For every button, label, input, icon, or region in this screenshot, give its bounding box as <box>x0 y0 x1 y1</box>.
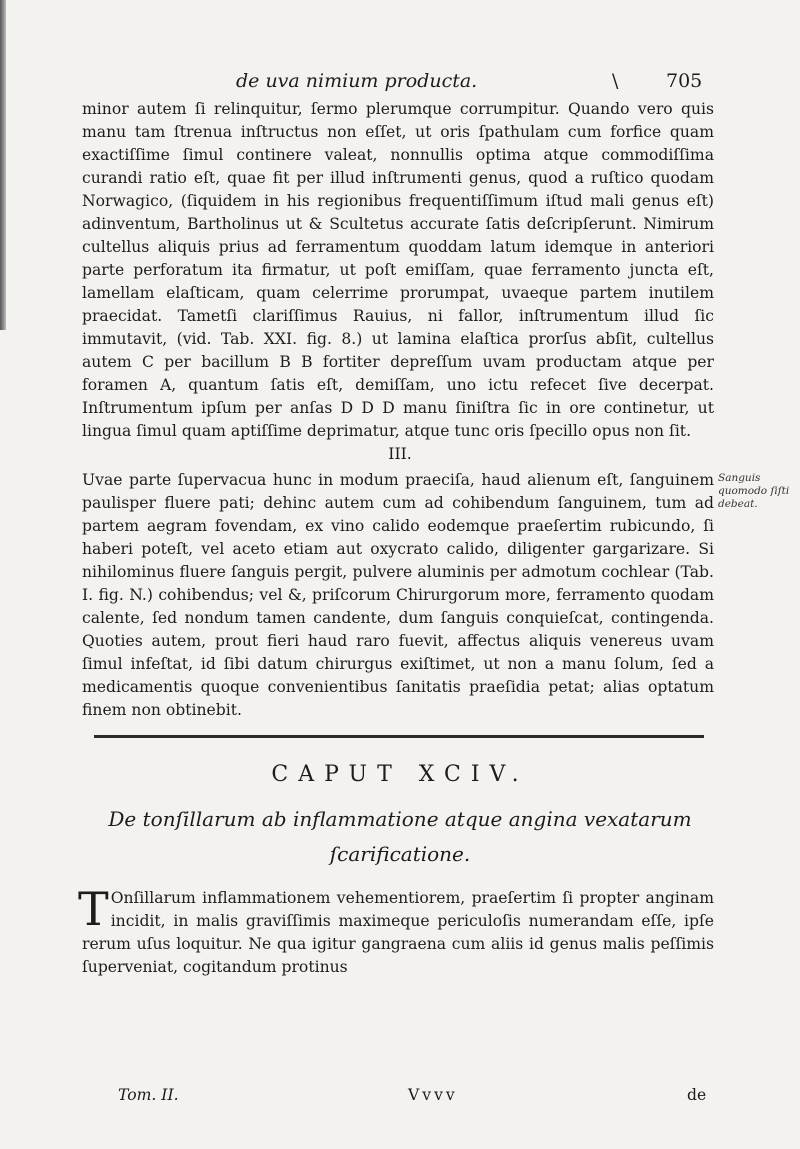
volume-label: Tom. II. <box>118 1086 179 1104</box>
section-number: III. <box>388 445 412 463</box>
page-footer <box>0 1086 800 1110</box>
paragraph-1: minor autem ſi relinquitur, ſermo plerumque corrumpitur. Quando vero quis manu tam ſtrenua inſtructus non eſſet, ut oris ſpathulam cum forfice quam exactiſſime ſimul continere valeat, nonnullis optima atque commodiſſima curandi ratio eſt, quae fit per illud inſtrumenti genus, quod a ruſtico quodam Norwagico, (ſiquidem in his regionibus frequentiſſimum iſtud mali genus eſt) adinventum, Bartholinus ut & Scultetus accurate ſatis deſcripſerunt. Nimirum cultellus aliquis prius ad ferramentum quoddam latum idemque in anteriori parte perforatum ita firmatur, ut poſt emiſſam, quae ferramento juncta eſt, lamellam elaſticam, quam celerrime prorumpat, uvaeque partem inutilem praecidat. Tametſi clariſſimus Rauius, ni fallor, inſtrumentum illud ſic immutavit, (vid. Tab. XXI. fig. 8.) ut lamina elaſtica prorſus abſit, cultellus autem C per bacillum B B fortiter depreſſum uvam productam atque per foramen A, quantum ſatis eſt, demiſſam, uno ictu refecet ſive decerpat. Inſtrumentum ipſum per anſas D D D manu ſiniſtra ſic in ore continetur, ut lingua ſimul quam aptiſſime deprimatur, atque tunc oris ſpecillo opus non ſit. <box>82 100 714 440</box>
drop-cap: T <box>78 882 109 936</box>
running-title: de uva nimium producta. <box>236 70 478 92</box>
running-head <box>0 70 800 96</box>
margin-note: Sanguis quomodo ſiſti debeat. <box>718 472 790 510</box>
paragraph-3 <box>78 882 714 979</box>
binding-edge <box>0 0 6 330</box>
page-number: 705 <box>666 70 703 92</box>
paragraph-3-text: Onſillarum inflammationem vehementiorem, praeſertim ſi propter anginam incidit, in malis graviſſimis maximeque periculoſis numerandam eſſe, ipſe rerum uſus loquitur. Ne qua igitur gangraena cum aliis id genus malis peſſimis ſuperveniat, cogitandum protinus <box>82 889 714 976</box>
catchword: de <box>687 1086 707 1104</box>
paragraph-2: Uvae parte ſupervacua hunc in modum praeciſa, haud alienum eſt, ſanguinem paulisper fluere pati; dehinc autem cum ad cohibendum ſanguinem, tum ad partem aegram fovendam, ex vino calido eodemque praeſertim rubicundo, ſi haberi poteſt, vel aceto etiam aut oxycrato calido, diligenter gargarizare. Si nihilominus fluere ſanguis pergit, pulvere aluminis per admotum cochlear (Tab. I. fig. N.) cohibendus; vel &, priſcorum Chirurgorum more, ferramento quodam calente, ſed nondum tamen candente, dum ſanguis conquieſcat, contingenda. Quoties autem, prout fieri haud raro fuevit, affectus aliquis venereus uvam ſimul infeſtat, id ſibi datum chirurgus exiſtimet, ut non a manu ſolum, ſed a medicamentis quoque convenientibus ſanitatis praeſidia petat; alias optatum finem non obtinebit. <box>82 471 714 719</box>
chapter-divider-rule <box>94 735 704 738</box>
signature-mark: Vvvv <box>408 1086 458 1104</box>
paragraph-3-block <box>78 882 714 979</box>
chapter-title: De tonſillarum ab inflammatione atque angina vexatarum ſcarificatione. <box>108 807 692 866</box>
chapter-heading: CAPUT XCIV. <box>271 762 529 787</box>
running-head-mark: \ <box>612 70 619 92</box>
paragraph-1-block <box>82 98 714 443</box>
paragraph-2-block <box>82 469 714 722</box>
